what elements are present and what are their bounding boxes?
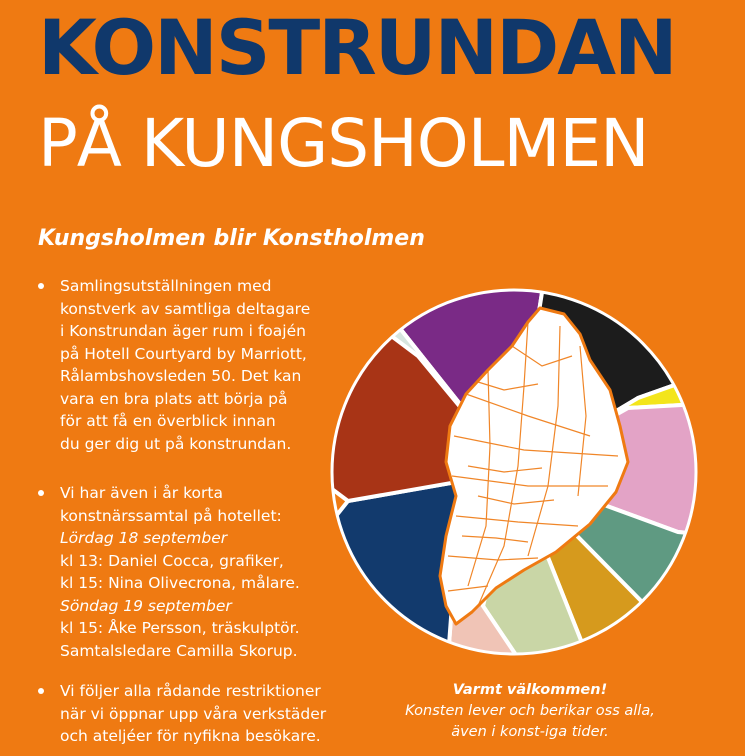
bullet-line: kl 15: Åke Persson, träskulptör. <box>60 619 300 637</box>
bullet-line: konstverk av samtliga deltagare <box>60 299 311 318</box>
bullet-line: Vi har även i år korta <box>60 484 223 502</box>
bullet-line: kl 15: Nina Olivecrona, målare. <box>60 574 300 592</box>
bullet-exhibition <box>38 275 310 455</box>
bullet-line: i Konstrundan äger rum i foajén <box>60 322 306 340</box>
bullet-line: Samtalsledare Camilla Skorup. <box>60 641 298 660</box>
bullet-restrictions <box>38 680 326 748</box>
bullet-line: konstnärssamtal på hotellet: <box>60 506 282 525</box>
main-title: KONSTRUNDAN <box>38 3 676 92</box>
welcome-heading: Varmt välkommen! <box>452 682 608 698</box>
date-line: Lördag 18 september <box>60 529 228 547</box>
bullet-artist-talks <box>38 482 300 662</box>
bullet-line: på Hotell Courtyard by Marriott, <box>60 344 307 363</box>
bullet-line: vara en bra plats att börja på <box>60 389 288 408</box>
bullet-line: Rålambshovsleden 50. Det kan <box>60 367 302 385</box>
welcome-message <box>380 680 680 743</box>
bullet-line: när vi öppnar upp våra verkstäder <box>60 704 327 723</box>
bullet-line: Samlingsutställningen med <box>60 277 272 295</box>
bullet-line: Vi följer alla rådande restriktioner <box>60 682 321 700</box>
bullet-line: för att få en överblick innan <box>60 412 276 430</box>
kungsholmen-map-illustration <box>328 286 700 658</box>
welcome-line: Konsten lever och berikar oss alla, <box>405 703 655 719</box>
subtitle: PÅ KUNGSHOLMEN <box>38 105 649 182</box>
date-line: Söndag 19 september <box>60 596 232 615</box>
bullet-line: kl 13: Daniel Cocca, grafiker, <box>60 551 284 570</box>
bullet-line: och ateljéer för nyfikna besökare. <box>60 727 321 745</box>
welcome-line: även i konst-iga tider. <box>451 724 609 740</box>
bullet-line: du ger dig ut på konstrundan. <box>60 434 292 453</box>
section-heading: Kungsholmen blir Konstholmen <box>38 226 425 251</box>
